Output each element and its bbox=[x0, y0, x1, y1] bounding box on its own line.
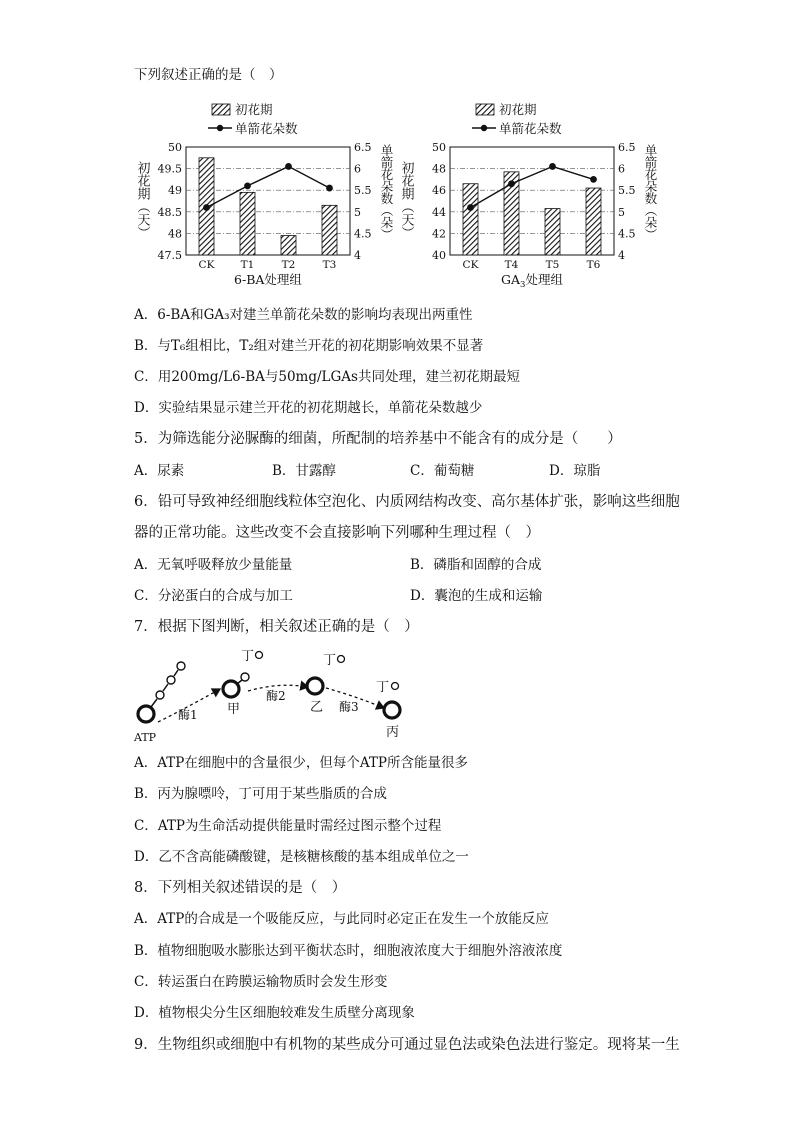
y-axis-title-char: 初 bbox=[401, 161, 415, 177]
y2-axis-title-char: 数 bbox=[644, 191, 658, 206]
x-tick-label: T4 bbox=[504, 259, 519, 271]
q7-option-c: C．ATP为生命活动提供能量时需经过图示整个过程 bbox=[134, 818, 442, 834]
y-tick-label: 42 bbox=[432, 227, 446, 241]
line-marker bbox=[285, 163, 292, 170]
yi-molecule bbox=[307, 678, 323, 694]
y-tick-label: 49 bbox=[168, 184, 182, 198]
chart-6ba bbox=[134, 96, 396, 292]
q6-option-b: B．磷脂和固醇的合成 bbox=[410, 557, 542, 573]
q4-option-b: B．与T₆组相比，T₂组对建兰开花的初花期影响效果不显著 bbox=[134, 338, 484, 354]
q8-stem: 8．下列相关叙述错误的是（ ） bbox=[134, 880, 347, 896]
q8-option-a: A．ATP的合成是一个吸能反应，与此同时必定正在发生一个放能反应 bbox=[134, 911, 549, 927]
q4-option-c: C．用200mg/L6-BA与50mg/LGAs共同处理，建兰初花期最短 bbox=[134, 369, 520, 385]
y2-tick-label: 5.5 bbox=[618, 184, 636, 198]
y2-axis-title-char: 朵 bbox=[644, 215, 658, 230]
legend-bar-swatch bbox=[476, 104, 494, 115]
x-tick-label: T6 bbox=[586, 259, 601, 271]
line-series bbox=[471, 166, 594, 207]
y-tick-label: 46 bbox=[432, 184, 446, 198]
q5-option-a: A．尿素 bbox=[134, 463, 185, 479]
q8-option-c: C．转运蛋白在跨膜运输物质时会发生形变 bbox=[134, 974, 388, 990]
enzyme2-label: 酶2 bbox=[266, 689, 286, 703]
jia-molecule bbox=[223, 673, 249, 697]
legend-line-label: 单箭花朵数 bbox=[499, 121, 562, 136]
q6-stem-line2: 器的正常功能。这些改变不会直接影响下列哪种生理过程（ ） bbox=[134, 525, 540, 541]
q8-option-b: B．植物细胞吸水膨胀达到平衡状态时，细胞液浓度大于细胞外溶液浓度 bbox=[134, 943, 563, 959]
q6-option-c: C．分泌蛋白的合成与加工 bbox=[134, 588, 293, 604]
ding-label-1: 丁 bbox=[241, 649, 255, 664]
enzyme3-label: 酶3 bbox=[339, 700, 359, 714]
y2-tick-label: 5.5 bbox=[354, 184, 372, 198]
x-tick-label: CK bbox=[198, 259, 215, 271]
y2-tick-label: 6.5 bbox=[618, 141, 636, 154]
y-axis-title-char: 天 bbox=[137, 213, 151, 229]
legend-bar-label: 初花期 bbox=[235, 102, 273, 117]
q5-option-c: C．葡萄糖 bbox=[410, 463, 475, 479]
y2-axis-title-char: 朵 bbox=[380, 179, 394, 194]
y-tick-label: 48.5 bbox=[157, 205, 182, 219]
y2-axis-title-char: ︶ bbox=[644, 227, 658, 242]
bing-label: 丙 bbox=[386, 725, 400, 740]
line-series bbox=[207, 166, 330, 207]
y2-axis-title-char: 朵 bbox=[380, 215, 394, 230]
legend-line-marker bbox=[217, 125, 223, 131]
chart-ga3 bbox=[398, 96, 660, 292]
line-marker bbox=[203, 204, 210, 211]
q4-option-d: D．实验结果显示建兰开花的初花期越长，单箭花朵数越少 bbox=[134, 400, 483, 416]
bar bbox=[281, 236, 296, 255]
ding-phosphate-3 bbox=[392, 683, 399, 690]
atp-label: ATP bbox=[134, 731, 157, 744]
q8-option-d: D．植物根尖分生区细胞较难发生质壁分离现象 bbox=[134, 1005, 415, 1021]
jia-label: 甲 bbox=[227, 702, 241, 717]
y2-tick-label: 4 bbox=[354, 249, 361, 262]
y2-tick-label: 4.5 bbox=[354, 227, 372, 241]
y-axis-title-char: 初 bbox=[137, 161, 151, 177]
atp-hydrolysis-diagram bbox=[130, 644, 420, 746]
q5-option-d: D．琼脂 bbox=[549, 463, 601, 479]
ding-label-3: 丁 bbox=[376, 680, 390, 695]
x-tick-label: T2 bbox=[281, 259, 296, 271]
y-axis-title-char: ︶ bbox=[401, 226, 415, 242]
line-marker bbox=[549, 163, 556, 170]
line-marker bbox=[508, 180, 515, 187]
y2-tick-label: 5 bbox=[618, 205, 625, 219]
legend-line-label: 单箭花朵数 bbox=[235, 121, 298, 136]
y2-axis-title-char: 单 bbox=[380, 143, 394, 158]
y-axis-title-char: 期 bbox=[137, 187, 151, 203]
y2-axis-title-char: ︵ bbox=[380, 203, 394, 218]
y2-axis-title-char: 花 bbox=[380, 167, 394, 182]
x-tick-label: T3 bbox=[322, 259, 337, 271]
x-tick-label: CK bbox=[462, 259, 479, 271]
y-tick-label: 47.5 bbox=[157, 249, 182, 262]
line-marker bbox=[326, 185, 333, 192]
ding-phosphate-1 bbox=[256, 652, 263, 659]
y-axis-title-char: ︵ bbox=[137, 200, 151, 216]
y2-axis-title-char: ︵ bbox=[644, 203, 658, 218]
y-axis-title-char: 期 bbox=[401, 187, 415, 203]
bar bbox=[586, 188, 601, 255]
y-axis-title-char: 花 bbox=[401, 174, 415, 190]
bar bbox=[463, 184, 478, 255]
y2-axis-title-char: 花 bbox=[644, 167, 658, 182]
y2-tick-label: 6 bbox=[618, 162, 625, 176]
y-axis-title-char: 天 bbox=[401, 213, 415, 229]
x-tick-label: T1 bbox=[240, 259, 255, 271]
ding-label-2: 丁 bbox=[323, 653, 337, 668]
q6-stem-line1: 6．铅可导致神经细胞线粒体空泡化、内质网结构改变、高尔基体扩张，影响这些细胞 bbox=[134, 494, 680, 510]
legend-line-marker bbox=[481, 125, 487, 131]
line-marker bbox=[244, 182, 251, 189]
q5-stem: 5．为筛选能分泌脲酶的细菌，所配制的培养基中不能含有的成分是（ ） bbox=[134, 431, 622, 447]
bar bbox=[545, 209, 560, 255]
y-tick-label: 49.5 bbox=[157, 162, 182, 176]
bar bbox=[322, 205, 337, 255]
ding-phosphate-2 bbox=[338, 656, 345, 663]
y-tick-label: 48 bbox=[432, 162, 446, 176]
y-tick-label: 50 bbox=[432, 141, 446, 154]
legend-bar-swatch bbox=[212, 104, 230, 115]
y2-tick-label: 6 bbox=[354, 162, 361, 176]
chart-title: $GA_3$处理组 bbox=[501, 272, 563, 290]
q7-option-d: D．乙不含高能磷酸键，是核糖核酸的基本组成单位之一 bbox=[134, 849, 469, 865]
y2-axis-title-char: 箭 bbox=[380, 155, 394, 170]
enzyme1-label: 酶1 bbox=[178, 708, 198, 722]
q7-option-b: B．丙为腺嘌呤，丁可用于某些脂质的合成 bbox=[134, 786, 387, 802]
chart-title: 6-BA处理组 bbox=[234, 272, 302, 287]
y2-axis-title-char: 箭 bbox=[644, 155, 658, 170]
question-intro: 下列叙述正确的是（ ） bbox=[134, 67, 283, 83]
y2-axis-title-char: 单 bbox=[644, 143, 658, 158]
y2-tick-label: 6.5 bbox=[354, 141, 372, 154]
yi-label: 乙 bbox=[310, 700, 324, 715]
q4-option-a: A．6-BA和GA₃对建兰单箭花朵数的影响均表现出两重性 bbox=[134, 307, 473, 323]
line-marker bbox=[590, 176, 597, 183]
y2-axis-title-char: 朵 bbox=[644, 179, 658, 194]
y-tick-label: 50 bbox=[168, 141, 182, 154]
q6-option-d: D．囊泡的生成和运输 bbox=[410, 588, 543, 604]
y-axis-title-char: ︵ bbox=[401, 200, 415, 216]
y2-tick-label: 5 bbox=[354, 205, 361, 219]
line-marker bbox=[467, 204, 474, 211]
y-axis-title-char: 花 bbox=[137, 174, 151, 190]
y2-tick-label: 4 bbox=[618, 249, 625, 262]
q7-stem: 7．根据下图判断，相关叙述正确的是（ ） bbox=[134, 619, 419, 635]
y-tick-label: 40 bbox=[432, 249, 446, 262]
q6-option-a: A．无氧呼吸释放少量能量 bbox=[134, 557, 293, 573]
y-tick-label: 44 bbox=[432, 205, 446, 219]
legend-bar-label: 初花期 bbox=[499, 102, 537, 117]
y-axis-title-char: ︶ bbox=[137, 226, 151, 242]
x-tick-label: T5 bbox=[545, 259, 560, 271]
y2-tick-label: 4.5 bbox=[618, 227, 636, 241]
q9-stem: 9．生物组织或细胞中有机物的某些成分可通过显色法或染色法进行鉴定。现将某一生 bbox=[134, 1037, 680, 1053]
q7-option-a: A．ATP在细胞中的含量很少，但每个ATP所含能量很多 bbox=[134, 755, 468, 771]
bar bbox=[240, 192, 255, 255]
bing-molecule bbox=[384, 702, 400, 718]
y2-axis-title-char: ︶ bbox=[380, 227, 394, 242]
q5-option-b: B．甘露醇 bbox=[272, 463, 336, 479]
y-tick-label: 48 bbox=[168, 227, 182, 241]
y2-axis-title-char: 数 bbox=[380, 191, 394, 206]
